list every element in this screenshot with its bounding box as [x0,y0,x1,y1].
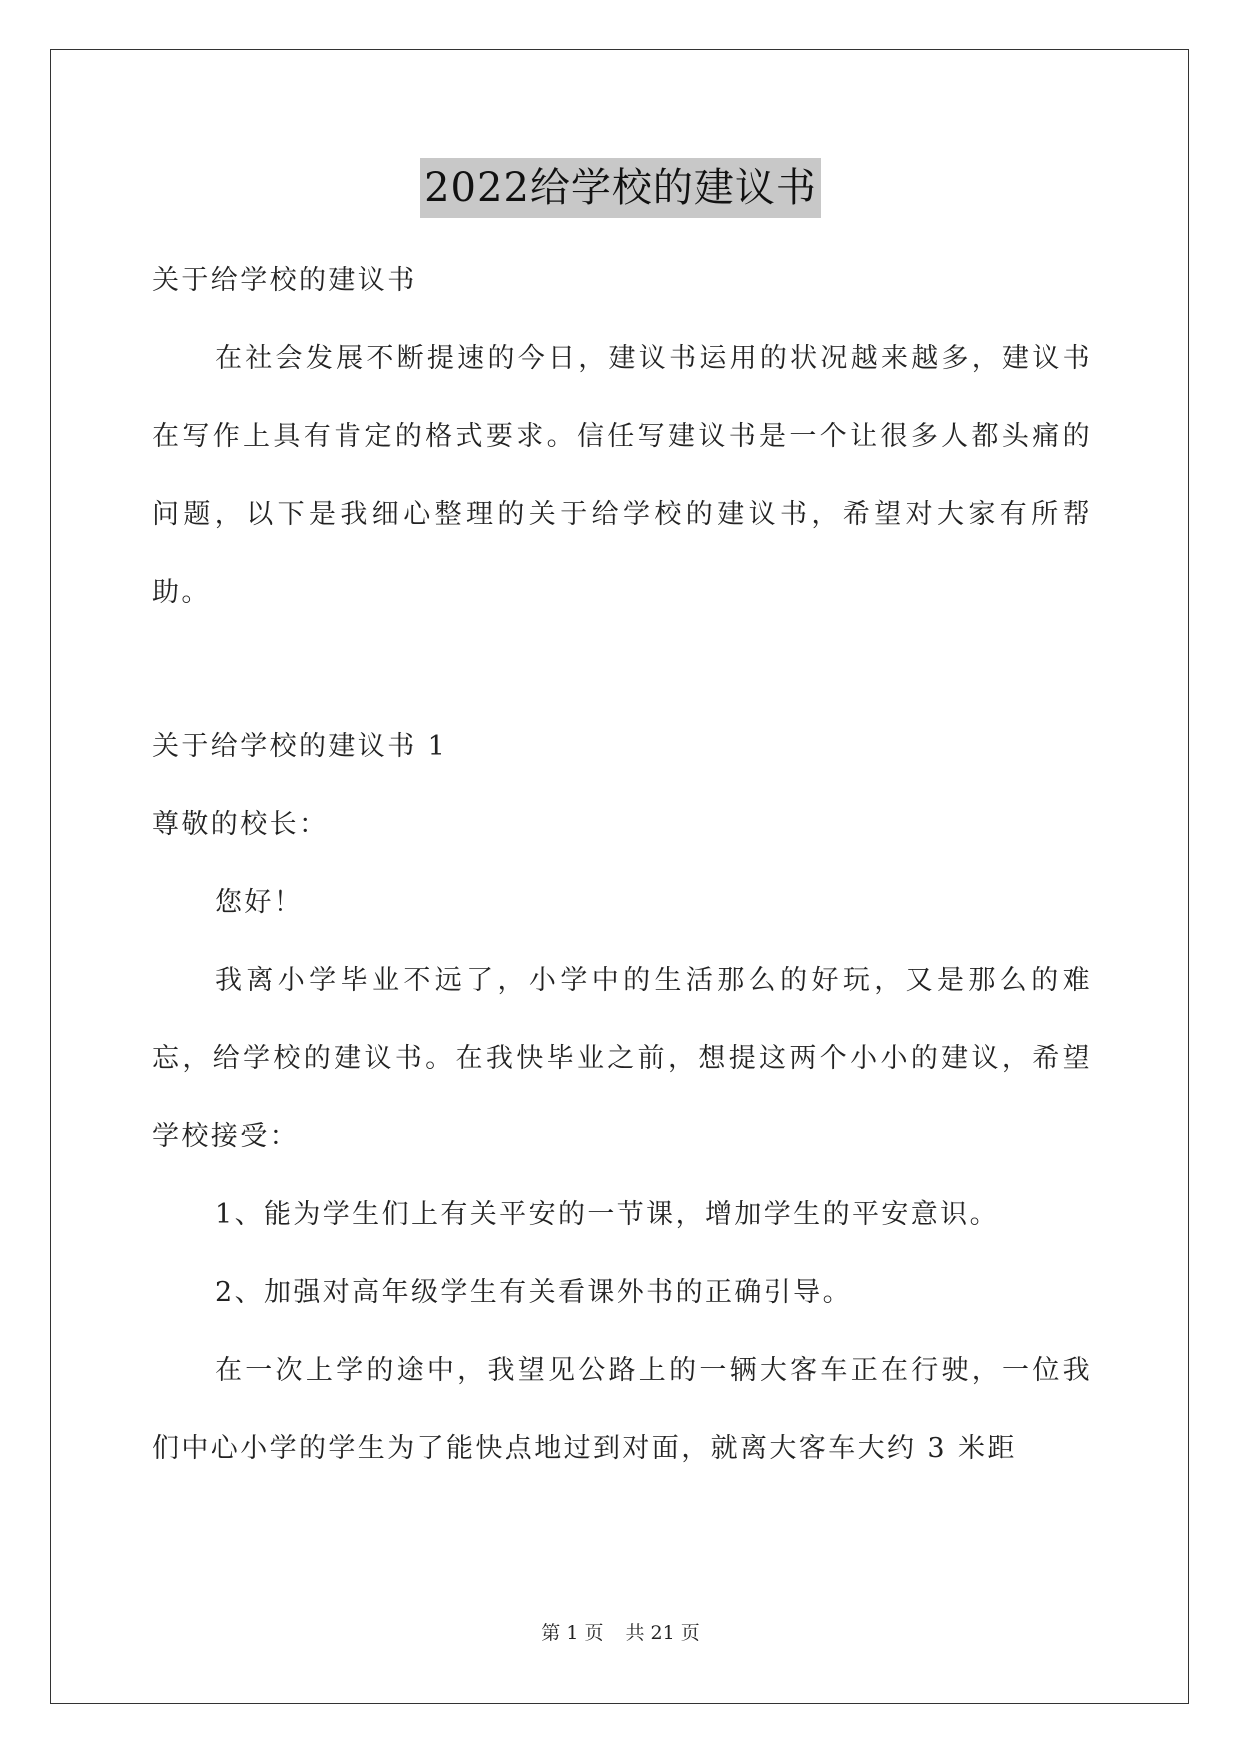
greeting: 您好！ [215,887,304,918]
document-title: 2022给学校的建议书 [420,158,821,218]
section-heading: 关于给学校的建议书 1 [152,731,448,762]
page-total: 共 21 页 [625,1622,700,1644]
intro-paragraph: 在社会发展不断提速的今日，建议书运用的状况越来越多，建议书在写作上具有肯定的格式要求。信任写建议书是一个让很多人都头痛的问题，以下是我细心整理的关于给学校的建议书，希望对大家有所帮助。 [152,343,1092,608]
body-paragraph: 我离小学毕业不远了，小学中的生活那么的好玩，又是那么的难忘，给学校的建议书。在我快毕业之前，想提这两个小小的建议，希望学校接受： [152,965,1092,1152]
subtitle: 关于给学校的建议书 [152,265,417,296]
section-gap [152,632,1092,708]
page-footer [0,1618,1241,1645]
suggestion-item: 1、能为学生们上有关平安的一节课，增加学生的平安意识。 [215,1199,999,1230]
salutation: 尊敬的校长： [152,809,329,840]
title-container [0,158,1241,218]
document-body [152,242,1092,1488]
body-paragraph: 在一次上学的途中，我望见公路上的一辆大客车正在行驶，一位我们中心小学的学生为了能快点地过到对面，就离大客车大约 3 米距 [152,1355,1092,1464]
suggestion-item: 2、加强对高年级学生有关看课外书的正确引导。 [215,1277,852,1308]
page-number: 第 1 页 [541,1622,604,1644]
